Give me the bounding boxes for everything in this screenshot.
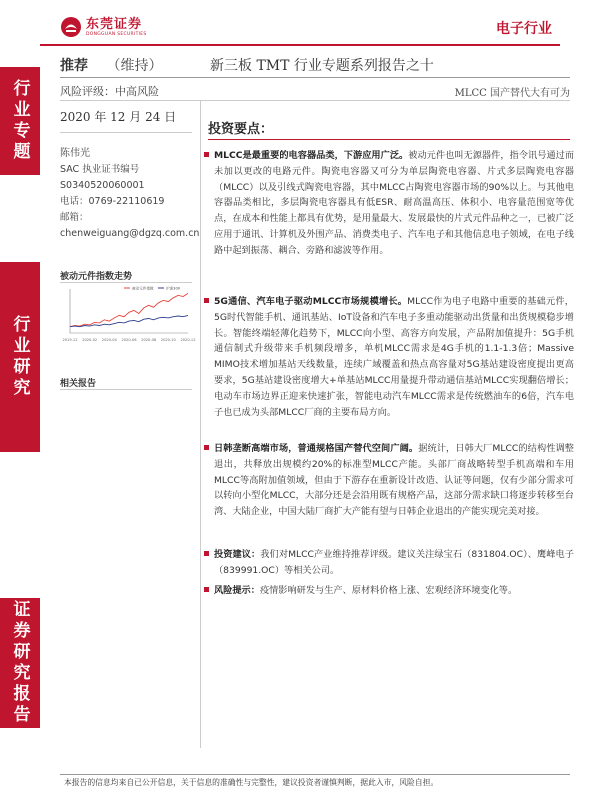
side-band-industry-research: [0, 262, 40, 452]
bullet-square-icon: [204, 298, 209, 303]
analyst-email-label: 邮箱：: [60, 212, 89, 223]
chart-x-tick-label: 2020-10: [160, 338, 176, 342]
key-point-4: [214, 547, 574, 579]
index-trend-chart: [62, 285, 196, 345]
bullet-square-icon: [204, 152, 209, 157]
key-point-2: [214, 294, 574, 420]
chart-legend-label: 被动元件指数: [132, 286, 154, 291]
bullet-square-icon: [204, 551, 209, 556]
footer-disclaimer: 本报告的信息均来自已公开信息，关于信息的准确性与完整性，建议投资者谨慎判断，据此入市，风险自担。: [64, 778, 439, 787]
analyst-phone: 电话：0769-22110619: [60, 196, 165, 207]
side-band-label: 行业研究: [9, 315, 30, 399]
rating-label: 推荐: [60, 58, 88, 74]
risk-rating: 风险评级：中高风险: [60, 85, 159, 98]
side-band-label: 行业专题: [9, 79, 30, 163]
key-point-heading: 投资建议：: [214, 549, 261, 560]
analyst-name: 陈伟光: [60, 148, 90, 159]
key-point-heading: 风险提示：: [214, 585, 260, 596]
analyst-cert-label: SAC 执业证书编号: [60, 164, 140, 175]
key-point-body: MLCC作为电子电路中重要的基础元件，5G时代智能手机、通讯基站、IoT设备和汽车电子多重动能驱动出货量和出货规模稳步增长。智能终端轻薄化趋势下，MLCC向小型、高容方向发展，产品附加值提升：5G手机通信制式升级带来手机频段增多，单机MLCC需求是4G手机的1.1-1.3倍；Massive MIMO技术增加基站天线数量，连续广域覆盖和热点高容量对5G基站建设密度提出更高要求，5G基站建设密度增大+单基站MLCC用量提升带动通信基站MLCC实现翻倍增长；电动车市场边界正迎来快速扩张，智能电动汽车MLCC需求是传统燃油车的6倍，汽车电子也已成为头部MLCC厂商的主要布局方向。: [214, 296, 574, 418]
key-point-heading: MLCC是最重要的电容器品类，下游应用广泛。: [214, 150, 409, 161]
chart-axis: [70, 289, 188, 333]
key-point-body: 我们对MLCC产业维持推荐评级。建议关注绿宝石（831804.OC）、鹰峰电子（839991.OC）等相关公司。: [214, 549, 574, 576]
chart-x-tick-label: 2020-08: [141, 338, 157, 342]
key-point-heading: 日韩垄断高端市场，普通规格国产替代空间广阔。: [214, 443, 419, 454]
side-band-industry-topic: [0, 67, 40, 175]
side-band-label: 证券研究报告: [9, 600, 30, 726]
report-date: 2020 年 12 月 24 日: [60, 110, 177, 124]
chart-series-line-1: [70, 293, 188, 326]
logo-icon: [60, 16, 82, 38]
related-reports-title: 相关报告: [60, 379, 97, 389]
bullet-square-icon: [204, 587, 209, 592]
chart-x-tick-label: 2020-04: [101, 338, 117, 342]
related-rule: [60, 389, 192, 390]
logo-name-en: DONGGUAN SECURITIES: [86, 31, 147, 37]
key-point-heading: 5G通信、汽车电子驱动MLCC市场规模增长。: [214, 296, 408, 307]
company-logo: [60, 16, 147, 38]
chart-x-tick-label: 2020-02: [82, 338, 98, 342]
key-point-5: [214, 583, 574, 599]
key-points-title: 投资要点：: [208, 122, 274, 137]
analyst-cert-no: S0340520060001: [60, 180, 145, 191]
key-point-3: [214, 441, 574, 520]
key-point-body: 疫情影响研发与生产、原材料价格上涨、宏观经济环境变化等。: [259, 585, 518, 596]
industry-label: 电子行业: [496, 21, 552, 37]
logo-name-cn: 东莞证券: [86, 16, 143, 32]
rating-value: （维持）: [106, 58, 163, 74]
analyst-email[interactable]: chenweiguang@dgzq.com.cn: [60, 228, 200, 239]
rating: [60, 55, 162, 75]
key-point-1: [214, 148, 574, 259]
header-rule: [40, 44, 560, 46]
side-band-securities-report: [0, 598, 40, 728]
report-title: 新三板 TMT 行业专题系列报告之十: [210, 58, 434, 74]
key-points-rule: [208, 139, 570, 140]
chart-x-tick-label: 2019-12: [62, 338, 78, 342]
analyst-info: [60, 146, 199, 242]
page-header: [40, 14, 560, 44]
column-divider: [200, 100, 201, 748]
report-subtitle: MLCC 国产替代大有可为: [454, 88, 570, 99]
chart-legend-label: 沪深300: [166, 286, 181, 291]
key-point-body: 据统计，日韩大厂MLCC的结构性调整退出，共释放出规模约20%的标准型MLCC产能。头部厂商战略转型手机高端和车用MLCC等高附加值领域，但由于下游存在重新设计改造、认证等问题，仅有少部分需求可以转向小型化MLCC，大部分还是会沿用既有规格产品，这部分需求缺口将逐步转移至台湾、大陆企业，中国大陆厂商扩大产能有望与日韩企业退出的产能实现完美对接。: [214, 443, 574, 518]
chart-x-tick-label: 2020-06: [121, 338, 137, 342]
footer-rule: [60, 774, 570, 775]
date-rule: [60, 132, 192, 133]
subtitle-rule: [60, 100, 570, 101]
key-point-body: 被动元件也叫无源器件，指令讯号通过而未加以更改的电路元件。陶瓷电容器又可分为单层陶瓷电容器、片式多层陶瓷电容器（MLCC）以及引线式陶瓷电容器，其中MLCC占陶瓷电容器市场的90%以上。与其他电容器品类相比，多层陶瓷电容器具有低ESR、耐高温高压、体积小、电容量范围宽等优点，在成本和性能上都具有优势，是用量最大、发展最快的片式元件品种之一，已被广泛应用于通讯、计算机及外围产品、消费类电子、汽车电子和其他信息电子领域，在电子线路中起到振荡、耦合、旁路和滤波等作用。: [214, 150, 575, 256]
chart-title-rule: [60, 282, 192, 283]
chart-x-tick-label: 2020-12: [180, 338, 196, 342]
title-rule: [60, 77, 570, 78]
bullet-square-icon: [204, 445, 209, 450]
chart-title: 被动元件指数走势: [60, 272, 133, 282]
